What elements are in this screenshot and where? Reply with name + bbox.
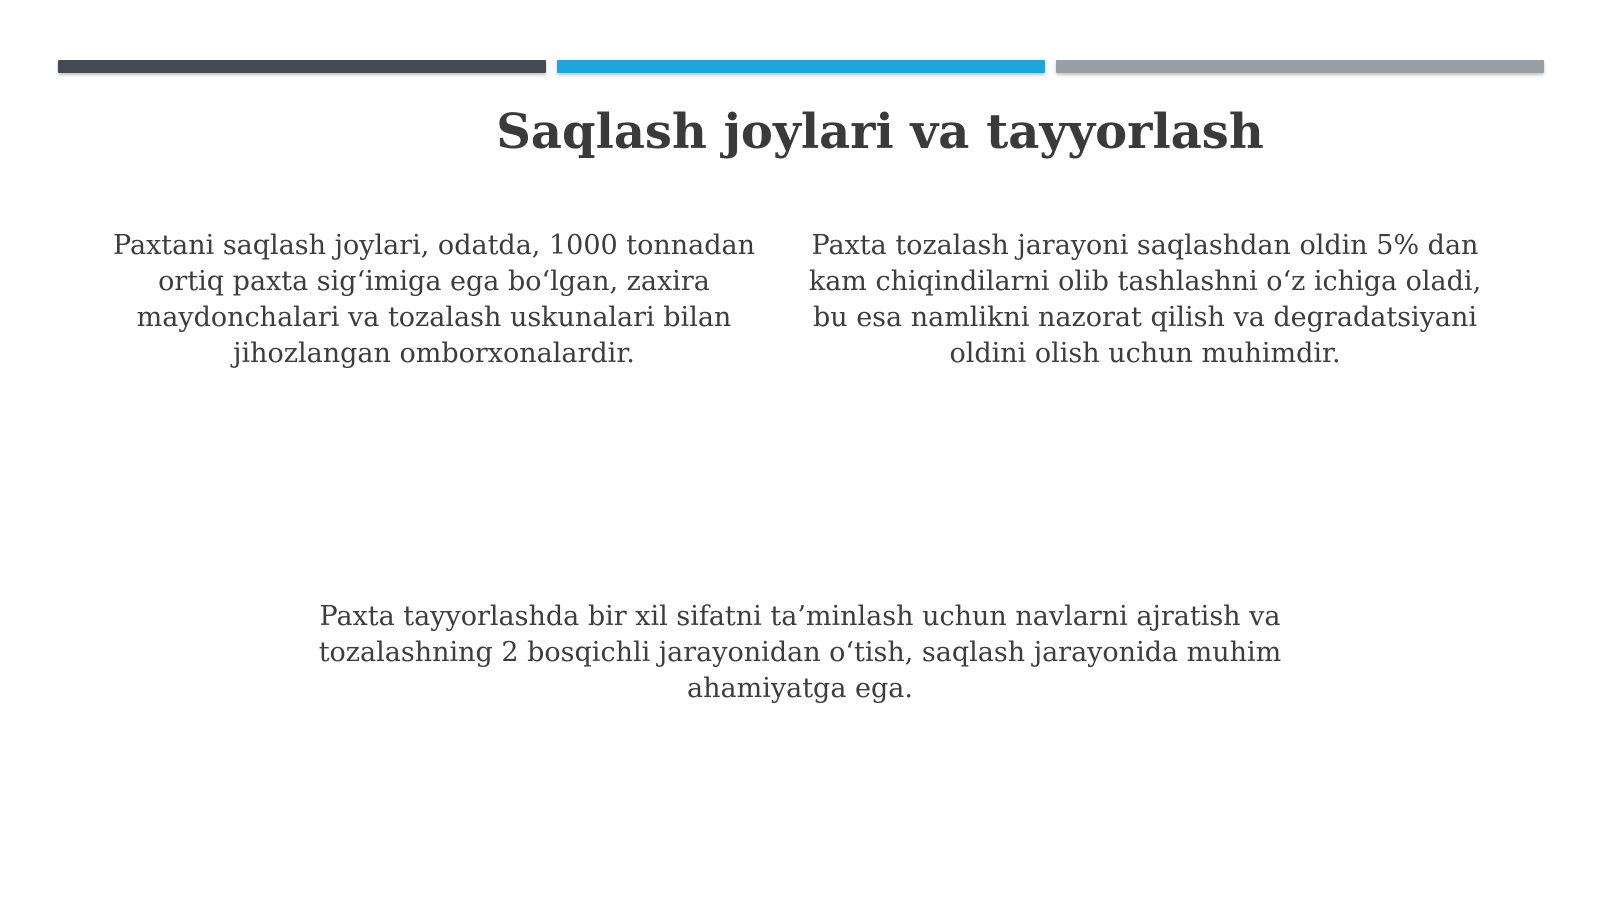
accent-bar-blue	[557, 60, 1045, 73]
slide-title: Saqlash joylari va tayyorlash	[496, 104, 1264, 160]
accent-bar-gray	[1056, 60, 1544, 73]
accent-bar-dark	[58, 60, 546, 73]
paragraph-storage-facilities: Paxtani saqlash joylari, odatda, 1000 tonnadan ortiq paxta sig‘imiga ega bo‘lgan, zaxira maydonchalari va tozalash uskunalari bilan jihozlangan omborxonalardir.	[112, 230, 756, 369]
paragraph-cleaning-process: Paxta tozalash jarayoni saqlashdan oldin 5% dan kam chiqindilarni olib tashlashni o‘z ichiga oladi, bu esa namlikni nazorat qilish va degradatsiyani oldini olish uchun muhimdir.	[808, 230, 1482, 369]
paragraph-preparation: Paxta tayyorlashda bir xil sifatni ta’minlash uchun navlarni ajratish va tozalashning 2 bosqichli jarayonidan o‘tish, saqlash jarayonida muhim ahamiyatga ega.	[318, 601, 1282, 704]
